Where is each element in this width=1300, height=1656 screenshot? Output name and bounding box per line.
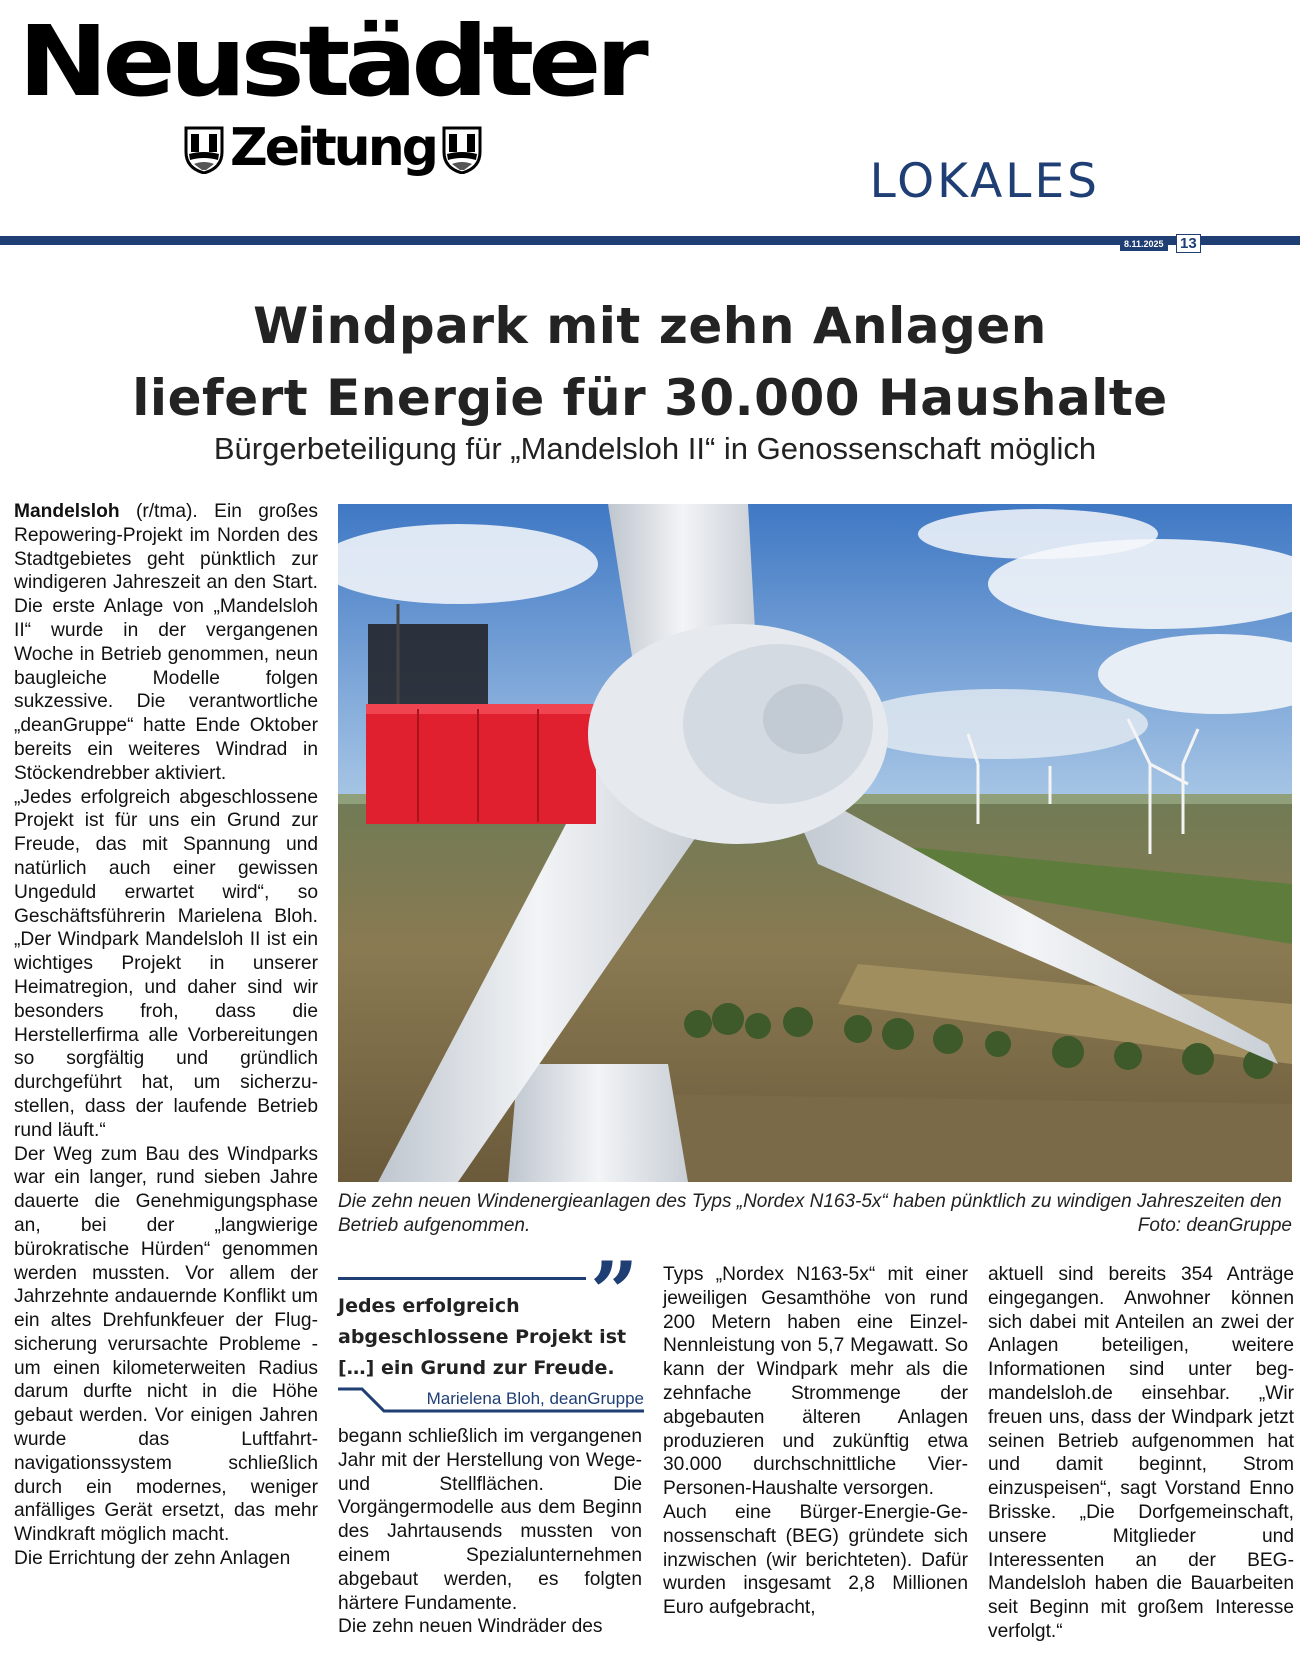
paragraph: aktuell sind bereits 354 Anträge eingegangen. Anwohner können sich dabei mit Anteilen an zwei der Anlagen beteiligen, weitere Informationen sind unter beg-mandelsloh.de einsehbar. „Wir freuen uns, dass der Windpark jetzt seinen Betrieb aufgenommen hat und damit beginnt, Strom einzuspeisen“, sagt Vorstand Enno Brisske. „Die Dorfgemeinschaft, unsere Mitglieder und Interessenten an der BEG-Mandelsloh haben die Bauarbeiten seit Beginn mit großem Interesse verfolgt.“ <box>988 1264 1294 1642</box>
photo-caption <box>338 1190 1292 1238</box>
paragraph: Typs „Nordex N163-5x“ mit einer jeweiligen Gesamthöhe von rund 200 Metern haben eine Einzel-Nennleistung von 5,7 Megawatt. So kann der Windpark mehr als die zehnfache Strommenge der abgebauten älteren Anlagen produzieren und zukünftig etwa 30.000 durchschnittliche Vier-Personen-Haushalte versorgen. <box>663 1264 968 1500</box>
newspaper-subtitle-row <box>178 118 488 178</box>
headline-line-1: Windpark mit zehn Anlagen <box>253 297 1047 355</box>
dateline: Mandelsloh <box>14 501 120 522</box>
article-photo <box>338 504 1292 1182</box>
article-column-1 <box>14 500 318 1571</box>
city-coat-of-arms-icon <box>184 122 224 174</box>
photo-credit: Foto: deanGruppe <box>1137 1215 1292 1236</box>
article-subheadline: Bürgerbeteiligung für „Mandelsloh II“ in Genossenschaft möglich <box>213 431 1097 466</box>
section-label: LOKALES <box>869 154 1100 209</box>
article-headline <box>0 290 1300 434</box>
article-column-4 <box>988 1263 1294 1644</box>
pull-quote <box>338 1243 644 1413</box>
headline-line-2: liefert Energie für 30.000 Haushalte <box>132 369 1168 427</box>
page-number: 13 <box>1176 234 1201 253</box>
paragraph <box>14 500 318 786</box>
paragraph: Die zehn neuen Windräder des <box>338 1616 603 1638</box>
issue-date-text: 8.11.2025 <box>1124 238 1164 249</box>
paragraph: „Jedes erfolgreich abgeschlossene Projekt ist für uns ein Grund zur Freude, das mit Spannung und natürlich auch einer gewissen Ungeduld erwartet wird“, so Geschäftsführerin Marielena Bloh. „Der Windpark Mandelsloh II ist ein wichtiges Projekt in unserer Heimatregion, und daher sind wir besonders froh, dass die Herstellerfirma alle Vorbereitungen so sorgfältig und gründlich durchgeführt hat, um sicherzustellen, dass der laufende Betrieb rund läuft.“ <box>14 786 318 1141</box>
issue-date <box>1120 236 1168 251</box>
newspaper-title: Neustädter <box>18 5 643 119</box>
quote-marks-icon: ” <box>590 1243 639 1342</box>
caption-text: Die zehn neuen Windenergieanlagen des Typs „Nordex N163-5x“ haben pünktlich zu windigen Jahreszeiten den Betrieb aufgenommen. <box>338 1191 1282 1236</box>
pull-quote-author: Marielena Bloh, deanGruppe <box>426 1389 644 1408</box>
newspaper-subtitle: Zeitung <box>230 118 436 178</box>
paragraph: Der Weg zum Bau des Windparks war ein langer, rund sieben Jahre dauerte die Genehmigungsphase an, bei der „langwierige bürokratische Hürden“ genommen werden mussten. Vor allem der Jahrzehnte andauernde Konflikt um ein altes Drehfunkfeuer der Flugsicherung verursachte Probleme - um einen kilometerweiten Radius darum durfte nicht in die Höhe gebaut werden. Vor einigen Jahren wurde das Luftfahrtnavigationssystem schließlich durch ein modernes, weniger anfälliges Gerät ersetzt, das mehr Windkraft möglich macht. <box>14 1143 318 1546</box>
city-coat-of-arms-icon <box>442 122 482 174</box>
article-column-2 <box>338 1425 642 1639</box>
pull-quote-text: Jedes erfolgreich abgeschlossene Projekt ist […] ein Grund zur Freude. <box>338 1295 627 1379</box>
paragraph: begann schließlich im vergangenen Jahr mit der Herstellung von Wege- und Stellflächen. Die Vorgängermodelle aus dem Beginn des Jahrtausends mussten von einem Spezialunternehmen abgebaut werden, es folgten härtere Fundamente. <box>338 1426 642 1614</box>
paragraph: Die Errichtung der zehn Anlagen <box>14 1548 291 1570</box>
wind-turbine-photo <box>338 504 1292 1182</box>
paragraph: Auch eine Bürger-Energie-Genossenschaft (BEG) gründete sich inzwischen (wir berichteten). Dafür wurden insgesamt 2,8 Millionen Euro aufgebracht, <box>663 1501 968 1619</box>
article-column-3 <box>663 1263 968 1620</box>
pull-quote-rule <box>338 1277 586 1280</box>
masthead <box>18 5 643 184</box>
paragraph-text: (r/tma). Ein großes Repowering-Projekt im Norden des Stadtgebietes geht pünktlich zur windigeren Jahreszeit an den Start. Die erste Anlage von „Mandelsloh II“ wurde in der vergangenen Woche in Betrieb genommen, neun baugleiche Modelle folgen sukzessive. Die verantwortliche „deanGruppe“ hatte Ende Oktober bereits ein weiteres Windrad in Stöckendrebber aktiviert. <box>14 501 318 784</box>
header-rule <box>0 236 1300 245</box>
